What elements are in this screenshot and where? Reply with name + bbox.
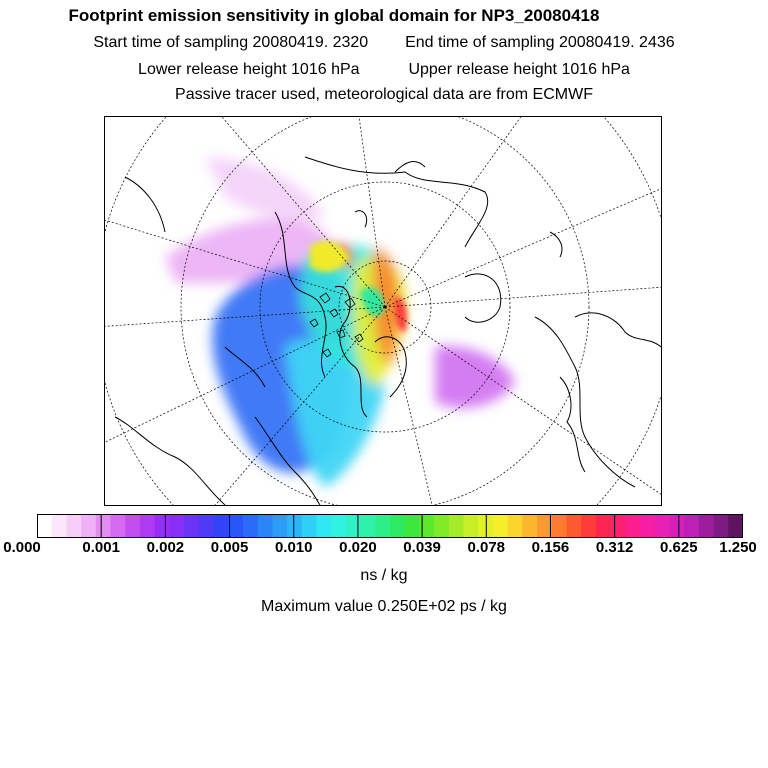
colorbar-swatch [464, 514, 479, 538]
colorbar-swatch [346, 514, 361, 538]
colorbar-swatch [272, 514, 287, 538]
colorbar-tick-label: 0.000 [3, 539, 41, 556]
colorbar-swatch [331, 514, 346, 538]
colorbar-swatch [184, 514, 199, 538]
colorbar-swatch [669, 514, 684, 538]
colorbar-swatch [214, 514, 229, 538]
colorbar-swatch [111, 514, 126, 538]
lower-height-label: Lower release height 1016 hPa [138, 61, 360, 78]
colorbar-swatch [508, 514, 523, 538]
colorbar-swatch [169, 514, 184, 538]
unit-label: ns / kg [360, 567, 408, 584]
colorbar-swatch [655, 514, 670, 538]
colorbar-swatch [699, 514, 714, 538]
colorbar-tick-label: 0.625 [660, 539, 698, 556]
colorbar-tick-label: 0.078 [467, 539, 506, 556]
colorbar-swatch [37, 514, 52, 538]
colorbar-swatch [596, 514, 611, 538]
sensitivity-plume [165, 157, 515, 487]
colorbar-swatch [390, 514, 405, 538]
colorbar-swatch [140, 514, 155, 538]
colorbar-swatch [243, 514, 258, 538]
colorbar-tick-label: 0.156 [531, 539, 570, 556]
colorbar-swatch [52, 514, 67, 538]
colorbar-swatch [522, 514, 537, 538]
colorbar-swatch [640, 514, 655, 538]
colorbar-swatch [581, 514, 596, 538]
start-time-label: Start time of sampling 20080419. 2320 [93, 34, 369, 51]
map-canvas [105, 117, 661, 505]
colorbar-tick-label: 0.002 [146, 539, 185, 556]
colorbar-swatch [611, 514, 626, 538]
colorbar-swatch [316, 514, 331, 538]
colorbar-tick-label: 0.039 [403, 539, 441, 556]
colorbar-tick-label: 0.312 [595, 539, 634, 556]
colorbar-swatch [567, 514, 582, 538]
colorbar-swatch [302, 514, 317, 538]
colorbar-tick-label: 1.250 [719, 539, 757, 556]
colorbar-swatches [37, 514, 743, 538]
maximum-value-label: Maximum value 0.250E+02 ps / kg [261, 598, 507, 615]
footprint-map [104, 116, 662, 506]
plot-title: Footprint emission sensitivity in global domain for NP3_20080418 [68, 6, 600, 25]
colorbar-swatch [684, 514, 699, 538]
colorbar-swatch [361, 514, 376, 538]
colorbar-swatch [287, 514, 302, 538]
colorbar [37, 514, 743, 538]
colorbar-swatch [714, 514, 729, 538]
colorbar-tick-label: 0.005 [210, 539, 249, 556]
upper-height-label: Upper release height 1016 hPa [408, 61, 630, 78]
colorbar-swatch [728, 514, 743, 538]
colorbar-swatch [199, 514, 214, 538]
colorbar-swatch [375, 514, 390, 538]
colorbar-swatch [228, 514, 243, 538]
end-time-label: End time of sampling 20080419. 2436 [405, 34, 675, 51]
colorbar-swatch [552, 514, 567, 538]
colorbar-swatch [449, 514, 464, 538]
colorbar-swatch [81, 514, 96, 538]
colorbar-tick-label: 0.010 [274, 539, 313, 556]
colorbar-swatch [405, 514, 420, 538]
colorbar-swatch [66, 514, 81, 538]
colorbar-swatch [96, 514, 111, 538]
colorbar-tick-labels [0, 539, 768, 559]
colorbar-swatch [493, 514, 508, 538]
colorbar-swatch [155, 514, 170, 538]
colorbar-swatch [125, 514, 140, 538]
colorbar-tick-label: 0.020 [339, 539, 377, 556]
colorbar-tick-label: 0.001 [82, 539, 120, 556]
colorbar-swatch [434, 514, 449, 538]
sampling-times [0, 33, 768, 53]
release-heights [0, 60, 768, 80]
colorbar-swatch [625, 514, 640, 538]
colorbar-swatch [258, 514, 273, 538]
tracer-note: Passive tracer used, meteorological data are from ECMWF [175, 86, 593, 103]
